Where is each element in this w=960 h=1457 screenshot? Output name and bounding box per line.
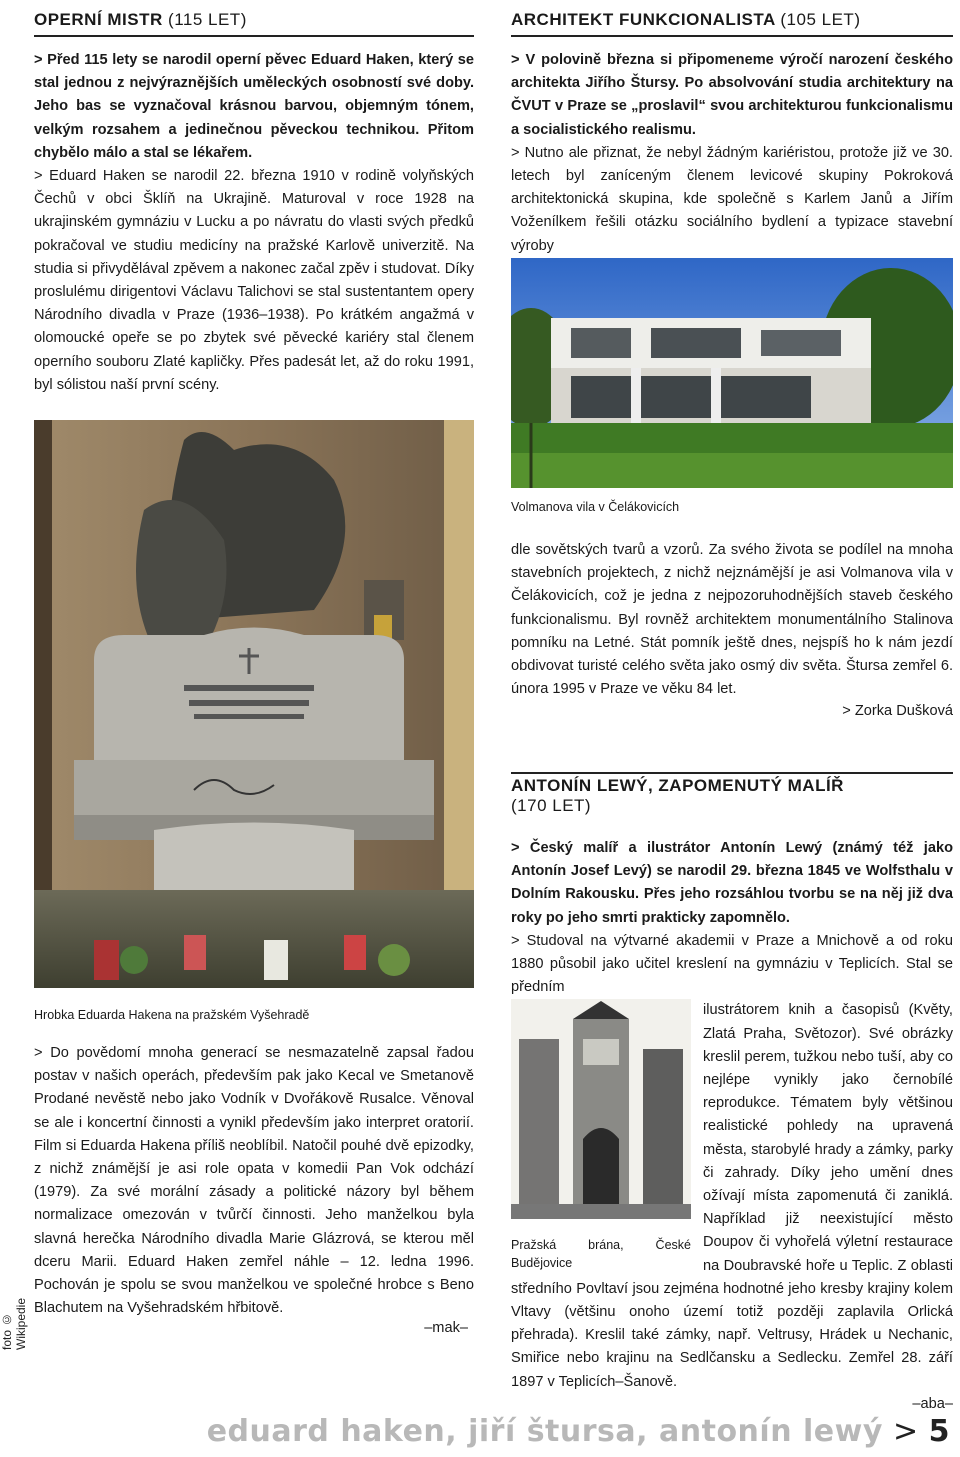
author-signature: > Zorka Dušková: [842, 703, 953, 720]
page-footer: [207, 1414, 950, 1449]
article-body: ilustrátorem knih a časopisů (Květy, Zlatá Praha, Světozor). Své obrázky kreslil perem, tužkou nebo tuší, aby co nejlépe vynikly jako černobílé reprodukce. Tématem byly většinou realistické pohledy na upravená města, starobylé hrady a zámky, parky či zahrady. Díky jeho umění dnes ožívají místa zapomenutá či zaniklá. Například již neexistující město Doupov či vyhořelá výletní restaurace na Doubravské hoře u Teplic. Z oblasti středního Povltaví jsou zejména hodnotné jeho kresby krajiny kolem Vltavy (většinu onoho území totiž později zaplavila Orlická přehrada). Kreslil také zámky, např. Veltrusy, Hrádek u Nechanic, Smiřice nebo krajinu na Sedlčansku a Sedlecku. Zemřel 28. září 1897 v Teplicích–Šanově.: [511, 1002, 953, 1390]
author-signature: –mak–: [424, 1320, 468, 1337]
villa-photo: [511, 258, 953, 488]
photo-credit: foto © Wikipedie: [0, 1297, 28, 1350]
article-lead: [34, 49, 474, 165]
article-title: OPERNÍ MISTR: [34, 10, 163, 29]
article-lewy: [511, 772, 953, 1412]
villa-photo-image: [511, 258, 953, 488]
article-title: ANTONÍN LEWÝ, ZAPOMENUTÝ MALÍŘ: [511, 776, 844, 795]
article-body-wrap: [511, 999, 953, 1393]
article-years: (115 LET): [168, 10, 247, 29]
author-signature: –aba–: [912, 1395, 953, 1412]
article-body: > Eduard Haken se narodil 22. března 1910 v rodině volyňských Čechů v obci Šklíň na Ukrajině. Maturoval v roce 1928 na ukrajinském gymnáziu v Lucku a po návratu do vlasti svých předků pokračoval ve studiu medicíny na pražské Karlově univerzitě. Na studia si přivydělával zpěvem a nakonec začal zpěv i studovat. Díky proslulému dirigentovi Václavu Talichovi se stal sustentantem opery Národního divadla v Praze (1936–1938). Po krátkém angažmá v olomoucké opeře se po zbytek své pěvecké kariéry stal členem operního souboru Zlaté kapličky. Přes padesát let, až do roku 1991, byl sólistou naší první scény.: [34, 168, 474, 393]
article-years: (170 LET): [511, 796, 592, 815]
grave-photo-image: [34, 420, 474, 988]
article-body: > Do povědomí mnoha generací se nesmazatelně zapsal řadou postav v našich operách, především pak jako Kecal ve Smetanově Prodané nevěstě nebo jako Vodník v Dvořákově Rusalce. Věnoval se ale i koncertní činnosti a vynikl především jako interpret oratorií. Film si Eduarda Hakena příliš neoblíbil. Natočil pouhé dvě epizodky, z nichž známější je asi role opata v komedii Pan Vok odchází (1979). Za své morální zásady a politické názory byl během normalizace omezován v tvůrčí činnosti. Jeho manželkou byla slavná herečka Národního divadla Marie Glázrová, se kterou měl dceru Marii. Eduard Haken zemřel náhle – 12. ledna 1996. Pochován je spolu se svou manželkou ve společné hrobce s Beno Blachutem na Vyšehradském hřbitově.: [34, 1045, 474, 1317]
article-heading: [34, 10, 474, 37]
article-stursa-cont: [511, 498, 953, 719]
article-haken: [34, 10, 474, 397]
photo-caption: Pražská brána, České Budějovice: [511, 1237, 691, 1270]
article-heading: [511, 772, 953, 821]
article-years: (105 LET): [780, 10, 861, 29]
gate-illustration: [511, 999, 691, 1270]
lead-text-tail: Přitom chybělo málo a stal se lékařem.: [34, 121, 474, 161]
article-body: > Nutno ale přiznat, že nebyl žádným kariéristou, protože již ve 30. letech byl zaníceným členem levicové skupiny Pokroková architektonická skupina, kde společně s Karlem Janů a Jiřím Voženílkem řešili otázku sociálního bydlení a typizace stavební výroby: [511, 144, 953, 254]
article-stursa: [511, 10, 953, 258]
footer-separator: >: [882, 1414, 929, 1449]
article-haken-cont: [34, 1006, 474, 1336]
footer-names: eduard haken, jiří štursa, antonín lewý: [206, 1414, 883, 1449]
page-number: 5: [928, 1414, 950, 1449]
lead-text: > Před 115 lety se narodil operní pěvec Eduard Haken, který se stal jednou z nejvýraznějších uměleckých osobností své doby. Jeho bas se vyznačoval krásnou barvou, objemným tónem, velkým rozsahem a jedinečnou pěveckou technikou.: [34, 52, 474, 138]
article-title: ARCHITEKT FUNKCIONALISTA: [511, 10, 776, 29]
photo-caption: Hrobka Eduarda Hakena na pražském Vyšehradě: [34, 1008, 310, 1022]
gate-drawing: [511, 999, 691, 1219]
photo-caption: Volmanova vila v Čelákovicích: [511, 500, 680, 514]
grave-photo: [34, 420, 474, 988]
article-heading: [511, 10, 953, 37]
article-lead: > Český malíř a ilustrátor Antonín Lewý (známý též jako Antonín Josef Levý) se narodil 29. března 1845 ve Wolfsthalu v Dolním Rakousku. Přes jeho rozsáhlou tvorbu se na něj již dva roky po jeho smrti prakticky zapomnělo.: [511, 840, 953, 926]
article-body: dle sovětských tvarů a vzorů. Za svého života se podílel na mnoha stavebních projektech, z nichž nejznámější je asi Volmanova vila v Čelákovicích, což je jedna z nejpozoruhodnějších staveb českého funkcionalismu. Byl rovněž architektem monumentálního Stalinova pomníku na Letné. Stát pomník ještě dnes, nejspíš ho k nám jezdí obdivovat turisté celého světa jako osmý div světa. Štursa zemřel 6. února 1995 v Praze ve věku 84 let.: [511, 542, 953, 698]
article-lead: > V polovině března si připomeneme výročí narození českého architekta Jiřího Štursy. Po absolvování studia architektury na ČVUT v Praze se „proslavil“ svou architekturou funkcionalismu a socialistického realismu.: [511, 52, 953, 138]
article-body: > Studoval na výtvarné akademii v Praze a Mnichově a od roku 1880 působil jako učitel kreslení na gymnáziu v Teplicích. Stal se předním: [511, 932, 953, 996]
